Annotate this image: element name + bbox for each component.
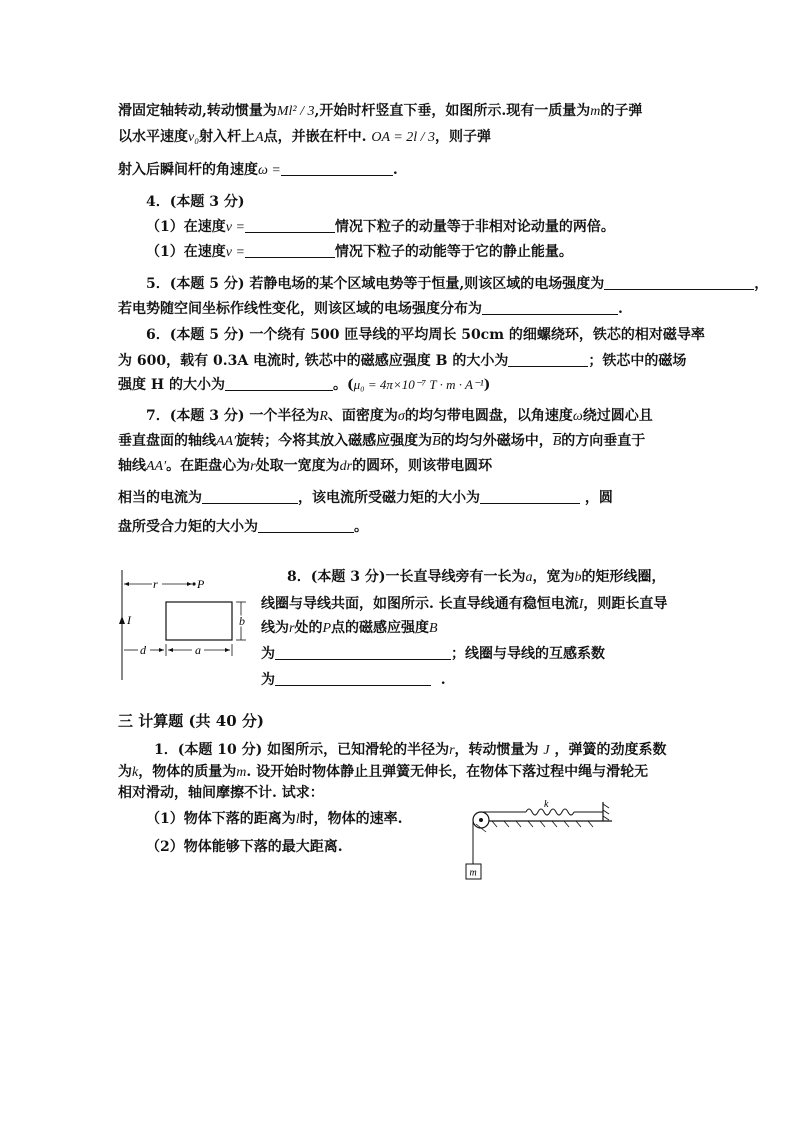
label-P: P bbox=[197, 577, 205, 591]
answer-blank[interactable] bbox=[604, 275, 754, 290]
text: ，转动惯量为 bbox=[454, 742, 539, 758]
label-r: r bbox=[153, 577, 158, 591]
text: 的子弹 bbox=[600, 103, 643, 119]
text: ，则子弹 bbox=[435, 129, 492, 145]
text: 为 bbox=[261, 672, 275, 688]
text: ) bbox=[483, 377, 491, 393]
text: . bbox=[392, 162, 398, 178]
text: 。 bbox=[354, 519, 368, 535]
text: 为 600，载有 0.3A 电流时, 铁芯中的磁感应强度 B 的大小为 bbox=[118, 353, 509, 369]
answer-blank[interactable] bbox=[281, 161, 393, 176]
arrow-icon bbox=[124, 582, 129, 586]
text: 情况下粒子的动量等于非相对论动量的两倍。 bbox=[334, 219, 615, 235]
math-B-vector: $\overline{B}$ bbox=[432, 434, 441, 449]
q7-line-1 bbox=[146, 407, 653, 426]
answer-blank[interactable] bbox=[275, 645, 451, 660]
text: 强度 H 的大小为 bbox=[118, 377, 225, 393]
text: ；线圈与导线的互感系数 bbox=[451, 646, 605, 662]
answer-blank[interactable] bbox=[275, 671, 431, 686]
text: （1）在速度 bbox=[146, 244, 226, 260]
math-dr: dr bbox=[339, 459, 353, 474]
answer-blank[interactable] bbox=[202, 489, 298, 504]
math-b: b bbox=[574, 570, 582, 585]
text: ,开始时杆竖直下垂，如图所示.现有一质量为 bbox=[314, 103, 591, 119]
math-v0: v₀ bbox=[188, 130, 200, 145]
text: 1．(本题 10 分) 如图所示，已知滑轮的半径为 bbox=[154, 742, 450, 758]
math-v: v = bbox=[225, 220, 245, 235]
text: 7．(本题 3 分) 一个半径为 bbox=[146, 408, 320, 424]
answer-blank[interactable] bbox=[480, 489, 580, 504]
q7-line-4 bbox=[118, 489, 613, 507]
q6-line-1: 6．(本题 5 分) 一个绕有 500 匝导线的平均周长 50cm 的细螺绕环，铁芯的相对磁导率 bbox=[146, 327, 705, 343]
text: 点的磁感应强度 bbox=[331, 620, 430, 636]
q6-line-2 bbox=[118, 352, 686, 370]
math-J: J bbox=[543, 743, 550, 758]
text: 旋转；今将其放入磁感应强度为 bbox=[236, 433, 433, 449]
s3q1-part-2: （2）物体能够下落的最大距离. bbox=[146, 839, 343, 855]
q3-line-3 bbox=[118, 161, 398, 180]
text: 轴线 bbox=[118, 458, 146, 474]
text: . bbox=[440, 672, 446, 688]
text: ，宽为 bbox=[532, 569, 575, 585]
pulley-spring-figure bbox=[462, 798, 622, 886]
answer-blank[interactable] bbox=[225, 376, 333, 391]
text: 。( bbox=[332, 377, 354, 393]
answer-blank[interactable] bbox=[258, 518, 354, 533]
text: 为 bbox=[261, 646, 275, 662]
math-m: m bbox=[236, 765, 247, 780]
text: ，弹簧的劲度系数 bbox=[554, 742, 667, 758]
current-arrow-icon bbox=[119, 616, 125, 624]
math-B: B bbox=[429, 621, 438, 636]
math-sigma: σ bbox=[397, 409, 405, 424]
pulley-axle bbox=[479, 818, 483, 822]
spring bbox=[526, 809, 574, 815]
text: （1）物体下落的距离为 bbox=[146, 811, 296, 827]
hatching bbox=[492, 821, 593, 827]
q5-line-1 bbox=[146, 275, 768, 293]
math-I: I bbox=[578, 597, 584, 612]
text: 滑固定轴转动,转动惯量为 bbox=[118, 103, 277, 119]
text: 点，并嵌在杆中. bbox=[263, 129, 367, 145]
text: 线圈与导线共面，如图所示. 长直导线通有稳恒电流 bbox=[261, 596, 579, 612]
answer-blank[interactable] bbox=[482, 300, 618, 315]
q4-part-2 bbox=[146, 243, 573, 262]
answer-blank[interactable] bbox=[245, 243, 335, 258]
text: 的方向垂直于 bbox=[561, 433, 646, 449]
text: ；铁芯中的磁场 bbox=[588, 353, 687, 369]
text: 的矩形线圈， bbox=[581, 569, 666, 585]
math-OA: OA = 2l / 3 bbox=[371, 130, 436, 145]
q7-line-3 bbox=[118, 457, 492, 476]
q3-line-2 bbox=[118, 128, 491, 147]
q4-heading: 4．(本题 3 分) bbox=[146, 194, 245, 210]
label-m: m bbox=[469, 867, 477, 879]
text: 射入杆上 bbox=[199, 129, 256, 145]
s3q1-line-3: 相对滑动，轴间摩擦不计. 试求： bbox=[118, 785, 324, 801]
arrow-icon bbox=[168, 648, 173, 652]
text: 、面密度为 bbox=[327, 408, 398, 424]
math-mu0: μ₀ = 4π×10⁻⁷ T · m · A⁻¹ bbox=[353, 377, 484, 392]
text: ，圆 bbox=[584, 490, 613, 506]
text: 的均匀带电圆盘，以角速度 bbox=[404, 408, 573, 424]
q7-line-2 bbox=[118, 432, 645, 451]
text: . 设开始时物体静止且弹簧无伸长，在物体下落过程中绳与滑轮无 bbox=[246, 764, 649, 780]
label-b: b bbox=[239, 614, 245, 628]
text: 若电势随空间坐标作线性变化，则该区域的电场强度分布为 bbox=[118, 301, 482, 317]
text: 处取一宽度为 bbox=[255, 458, 340, 474]
math-r: r bbox=[289, 621, 295, 636]
math-omega: ω = bbox=[258, 163, 281, 178]
text: 线为 bbox=[261, 620, 289, 636]
answer-blank[interactable] bbox=[508, 352, 588, 367]
text: 绕过圆心且 bbox=[582, 408, 653, 424]
math-P: P bbox=[322, 621, 332, 636]
text: . bbox=[618, 301, 623, 317]
text: 情况下粒子的动能等于它的静止能量。 bbox=[334, 244, 573, 260]
text: 射入后瞬间杆的角速度 bbox=[118, 162, 258, 178]
point-P bbox=[192, 582, 195, 585]
text: 盘所受合力矩的大小为 bbox=[118, 519, 258, 535]
q5-line-2 bbox=[118, 300, 623, 318]
rectangular-coil bbox=[166, 602, 232, 640]
text: 的均匀外磁场中， bbox=[440, 433, 553, 449]
math-AA: AA′ bbox=[146, 459, 167, 474]
text: ，则距长直导 bbox=[583, 596, 668, 612]
q8-line-4 bbox=[261, 645, 605, 663]
math-l: l bbox=[295, 812, 300, 827]
math-inertia: Ml² / 3 bbox=[276, 104, 315, 119]
section-3-title: 三 计算题 (共 40 分) bbox=[118, 712, 264, 730]
math-v: v = bbox=[225, 245, 245, 260]
label-I: I bbox=[127, 613, 131, 627]
text: （1）在速度 bbox=[146, 219, 226, 235]
label-d: d bbox=[140, 643, 146, 657]
text: 时，物体的速率. bbox=[299, 811, 403, 827]
answer-blank[interactable] bbox=[245, 218, 335, 233]
math-omega: ω bbox=[572, 409, 583, 424]
math-r: r bbox=[250, 459, 256, 474]
q8-line-2 bbox=[261, 595, 667, 614]
math-R: R bbox=[319, 409, 328, 424]
q6-line-3 bbox=[118, 376, 490, 394]
math-A: A bbox=[255, 130, 264, 145]
text: 5．(本题 5 分) 若静电场的某个区域电势等于恒量,则该区域的电场强度为 bbox=[146, 276, 605, 292]
q8-line-3 bbox=[261, 619, 438, 638]
text: ，该电流所受磁力矩的大小为 bbox=[298, 490, 480, 506]
text: ， bbox=[754, 276, 769, 292]
math-k: k bbox=[132, 765, 139, 780]
q4-part-1 bbox=[146, 218, 615, 237]
q8-line-1 bbox=[287, 568, 665, 587]
label-k: k bbox=[544, 799, 549, 810]
q8-line-5 bbox=[261, 671, 446, 689]
text: 8．(本题 3 分)一长直导线旁有一长为 bbox=[287, 569, 526, 585]
q7-line-5 bbox=[118, 518, 368, 536]
s3q1-line-2 bbox=[118, 763, 648, 782]
text: ，物体的质量为 bbox=[138, 764, 237, 780]
s3q1-line-1 bbox=[154, 741, 667, 760]
text: 相当的电流为 bbox=[118, 490, 202, 506]
math-B-vector: $\overline{B}$ bbox=[552, 434, 562, 449]
math-r: r bbox=[449, 743, 455, 758]
arrow-icon bbox=[225, 648, 230, 652]
label-a: a bbox=[195, 643, 201, 657]
q8-figure bbox=[116, 568, 266, 682]
math-AA: AA′ bbox=[216, 434, 237, 449]
text: 垂直盘面的轴线 bbox=[118, 433, 216, 449]
text: 的圆环，则该带电圆环 bbox=[352, 458, 493, 474]
wall-hatching bbox=[603, 804, 609, 820]
text: 。在距盘心为 bbox=[166, 458, 251, 474]
text: 以水平速度 bbox=[118, 129, 188, 145]
arrow-icon bbox=[159, 648, 164, 652]
text: 处的 bbox=[294, 620, 323, 636]
math-m: m bbox=[590, 104, 601, 119]
q3-line-1 bbox=[118, 102, 642, 121]
text: 为 bbox=[118, 764, 132, 780]
math-a: a bbox=[525, 570, 533, 585]
s3q1-part-1 bbox=[146, 810, 403, 829]
arrow-icon bbox=[187, 582, 192, 586]
